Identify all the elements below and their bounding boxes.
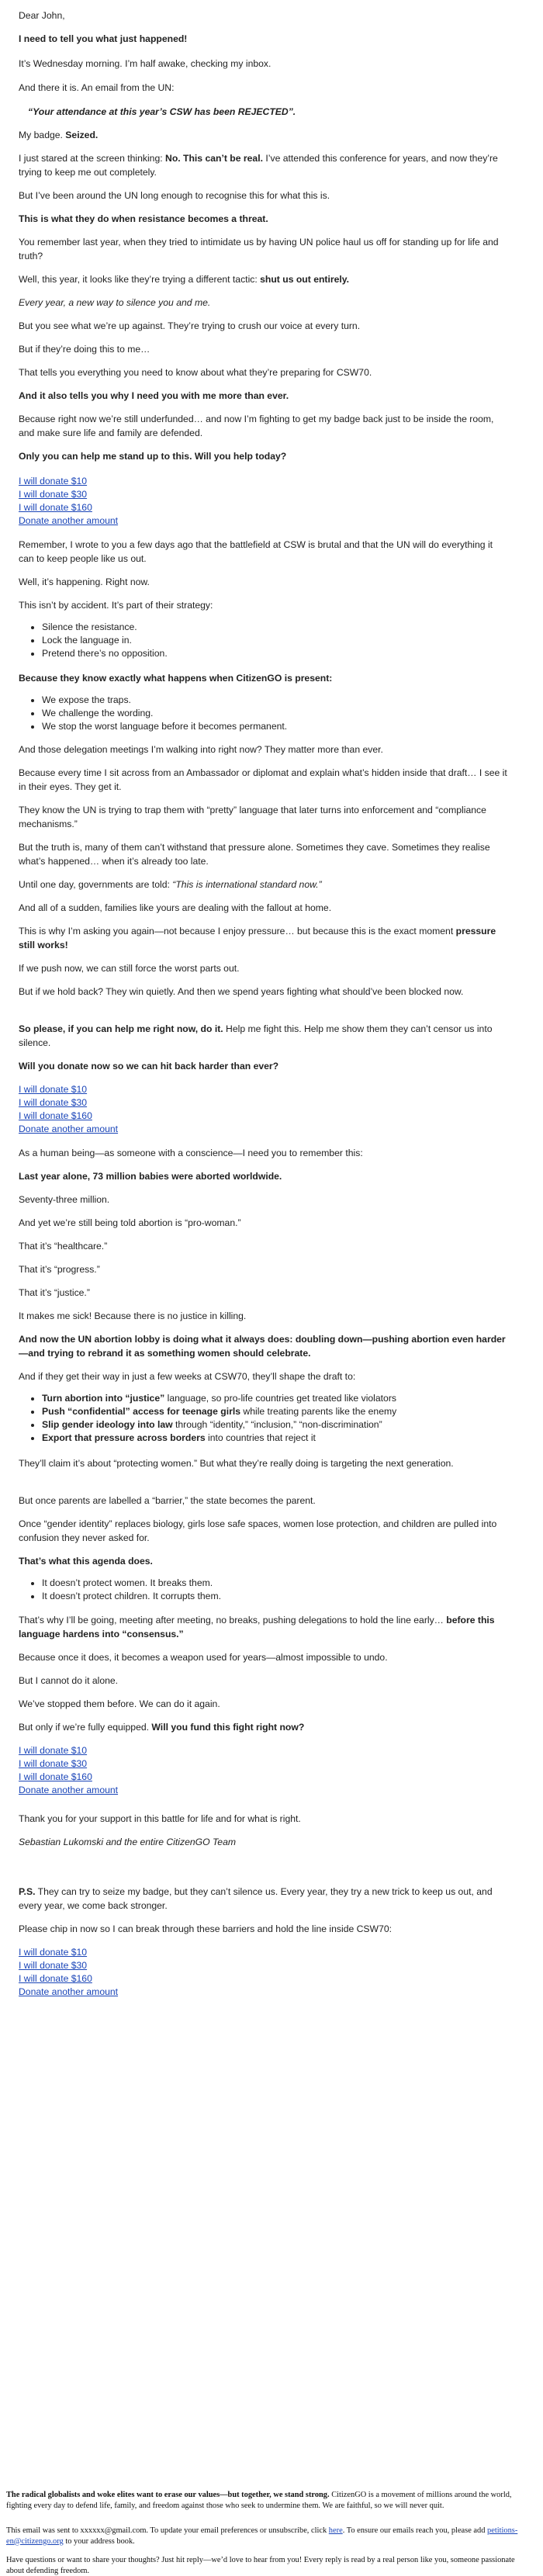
trap-paragraph: They know the UN is trying to trap them with “pretty” language that later turns into enforcement and “compliance mechanisms.” xyxy=(19,805,486,829)
families-paragraph: And all of a sudden, families like yours are dealing with the fallout at home. xyxy=(19,902,332,913)
donate-30-link[interactable]: I will donate $30 xyxy=(19,1960,88,1971)
donate-160-link[interactable]: I will donate $160 xyxy=(19,1973,92,1984)
present-list xyxy=(19,694,507,733)
donate-other-link[interactable]: Donate another amount xyxy=(19,515,119,526)
list-item: • Pretend there’s no opposition. xyxy=(42,647,507,660)
intro-heading: I need to tell you what just happened! xyxy=(19,33,188,44)
sent-to-paragraph: This email was sent to xxxxxx@gmail.com. To update your email preferences or unsubscribe, click here. To ensure our emails reach you, please add petitions-en@citizengo.org to your address book. xyxy=(6,2526,518,2546)
questions-paragraph: Have questions or want to share your thoughts? Just hit reply—we’d love to hear from you! Every reply is read by a real person like you, someone passionate about defending freedom. xyxy=(6,2556,515,2575)
donate-30-link[interactable]: I will donate $30 xyxy=(19,1758,88,1769)
remember-paragraph: You remember last year, when they tried to intimidate us by having UN police haul us off for standing up for life and truth? xyxy=(19,237,499,261)
battlefield-paragraph: Remember, I wrote to you a few days ago that the battlefield at CSW is brutal and that the UN will do everything it can to keep people like us out. xyxy=(19,539,493,564)
donate-10-link[interactable]: I will donate $10 xyxy=(19,1084,88,1095)
citizengo-heading: Because they know exactly what happens when CitizenGO is present: xyxy=(19,673,333,684)
progress-paragraph: That it’s “progress.” xyxy=(19,1264,100,1275)
shape-list xyxy=(19,1392,507,1445)
justice-paragraph: That it’s “justice.” xyxy=(19,1287,90,1298)
tells-you-paragraph: That tells you everything you need to know about what they’re preparing for CSW70. xyxy=(19,367,372,378)
ps-paragraph: P.S. They can try to seize my badge, but they can’t silence us. Every year, they try a new trick to keep us out, and every year, we come back stronger. xyxy=(19,1886,493,1911)
donate-30-link[interactable]: I will donate $30 xyxy=(19,489,88,500)
fighting-paragraph: That’s why I’ll be going, meeting after meeting, no breaks, pushing delegations to hold the line early… before this language hardens into “consensus.” xyxy=(19,1615,495,1639)
shape-paragraph: And if they get their way in just a few weeks at CSW70, they’ll shape the draft to: xyxy=(19,1371,356,1382)
strategy-list xyxy=(19,621,507,660)
list-item: • It doesn’t protect children. It corrupts them. xyxy=(42,1590,507,1603)
donate-other-link[interactable]: Donate another amount xyxy=(19,1124,119,1134)
stand-up-heading: Only you can help me stand up to this. Will you help today? xyxy=(19,451,287,462)
delegation-paragraph: And those delegation meetings I’m walking into right now? They matter more than ever. xyxy=(19,744,383,755)
list-item: • Push “confidential” access for teenage girls while treating parents like the enemy xyxy=(42,1405,507,1418)
donate-links-4 xyxy=(19,1946,507,1999)
truth-paragraph: But the truth is, many of them can’t withstand that pressure alone. Sometimes they cave. Sometimes they realise what’s happened… when it’s already too late. xyxy=(19,842,490,867)
tactic-paragraph: Well, this year, it looks like they’re trying a different tactic: shut us out entirely. xyxy=(19,274,350,285)
around-paragraph: But I’ve been around the UN long enough to recognise this for what this is. xyxy=(19,190,330,201)
list-item: • We stop the worst language before it becomes permanent. xyxy=(42,720,507,733)
please-paragraph: So please, if you can help me right now, do it. Help me fight this. Help me show them they can’t censor us into silence. xyxy=(19,1023,493,1048)
human-paragraph: As a human being—as someone with a conscience—I need you to remember this: xyxy=(19,1148,363,1158)
donate-160-link[interactable]: I will donate $160 xyxy=(19,502,92,513)
resistance-heading: This is what they do when resistance becomes a threat. xyxy=(19,213,268,224)
stared-paragraph: I just stared at the screen thinking: No. This can’t be real. I’ve attended this conference for years, and now they’re trying to keep me out completely. xyxy=(19,153,498,178)
donate-links-1 xyxy=(19,475,507,528)
signature: Sebastian Lukomski and the entire CitizenGO Team xyxy=(19,1837,237,1847)
donate-links-3 xyxy=(19,1744,507,1797)
list-item: • Export that pressure across borders into countries that reject it xyxy=(42,1432,507,1445)
weapon-paragraph: Because once it does, it becomes a weapon used for years—almost impossible to undo. xyxy=(19,1652,388,1663)
unsubscribe-link[interactable]: here xyxy=(328,2526,343,2535)
list-item: • We expose the traps. xyxy=(42,694,507,707)
donate-10-link[interactable]: I will donate $10 xyxy=(19,476,88,486)
claim-paragraph: They’ll claim it’s about “protecting women.” But what they’re really doing is targeting the next generation. xyxy=(19,1458,454,1469)
rejected-quote: “Your attendance at this year’s CSW has been REJECTED”. xyxy=(28,106,296,117)
wednesday-paragraph: It’s Wednesday morning. I’m half awake, checking my inbox. xyxy=(19,58,272,69)
barrier-paragraph: But once parents are labelled a “barrier,” the state becomes the parent. xyxy=(19,1495,316,1506)
alone-paragraph: But I cannot do it alone. xyxy=(19,1675,119,1686)
chip-in-paragraph: Please chip in now so I can break through these barriers and hold the line inside CSW70: xyxy=(19,1923,393,1934)
agenda-list xyxy=(19,1577,507,1603)
greeting: Dear John, xyxy=(19,10,65,21)
list-item: • Slip gender ideology into law through “identity,” “inclusion,” “non-discrimination” xyxy=(42,1418,507,1432)
list-item: • Silence the resistance. xyxy=(42,621,507,634)
strategy-paragraph: This isn’t by accident. It’s part of their strategy: xyxy=(19,600,213,611)
every-year-paragraph: Every year, a new way to silence you and me. xyxy=(19,297,211,308)
list-item: • Turn abortion into “justice” language, so pro-life countries get treated like violators xyxy=(42,1392,507,1405)
donate-other-link[interactable]: Donate another amount xyxy=(19,1785,119,1795)
about-paragraph: The radical globalists and woke elites want to erase our values—but together, we stand strong. CitizenGO is a movement of millions around the world, fighting every day to defend life, family, and freedom against those who seek to undermine them. We are faithful, so we will never quit. xyxy=(6,2491,512,2510)
identity-paragraph: Once “gender identity” replaces biology, girls lose safe spaces, women lose protection, and children are pulled into confusion they never asked for. xyxy=(19,1518,497,1543)
list-item: • Lock the language in. xyxy=(42,634,507,647)
donate-160-link[interactable]: I will donate $160 xyxy=(19,1771,92,1782)
donate-10-link[interactable]: I will donate $10 xyxy=(19,1745,88,1756)
badge-paragraph: My badge. Seized. xyxy=(19,130,99,140)
hit-back-heading: Will you donate now so we can hit back harder than ever? xyxy=(19,1061,279,1072)
pro-woman-paragraph: And yet we’re still being told abortion is “pro-woman.” xyxy=(19,1217,241,1228)
donate-other-link[interactable]: Donate another amount xyxy=(19,1986,119,1997)
push-paragraph: If we push now, we can still force the worst parts out. xyxy=(19,963,240,974)
stopped-paragraph: We’ve stopped them before. We can do it again. xyxy=(19,1698,220,1709)
need-you-heading: And it also tells you why I need you with me more than ever. xyxy=(19,390,289,401)
hold-back-paragraph: But if we hold back? They win quietly. And then we spend years fighting what should’ve been blocked now. xyxy=(19,986,464,997)
donate-160-link[interactable]: I will donate $160 xyxy=(19,1110,92,1121)
email-from-paragraph: And there it is. An email from the UN: xyxy=(19,82,175,93)
donate-links-2 xyxy=(19,1083,507,1136)
list-item: • We challenge the wording. xyxy=(42,707,507,720)
healthcare-paragraph: That it’s “healthcare.” xyxy=(19,1241,108,1252)
thanks-paragraph: Thank you for your support in this battle for life and for what is right. xyxy=(19,1813,301,1824)
list-item: • It doesn’t protect women. It breaks them. xyxy=(42,1577,507,1590)
fund-paragraph: But only if we’re fully equipped. Will you fund this fight right now? xyxy=(19,1722,305,1733)
ambassador-paragraph: Because every time I sit across from an Ambassador or diplomat and explain what’s hidden inside that draft… I see it in their eyes. They get it. xyxy=(19,767,507,792)
donate-10-link[interactable]: I will donate $10 xyxy=(19,1947,88,1958)
if-they-paragraph: But if they’re doing this to me… xyxy=(19,344,150,355)
underfunded-paragraph: Because right now we’re still underfunded… and now I’m fighting to get my badge back just to be inside the room, and make sure life and family are defended. xyxy=(19,414,494,438)
sick-paragraph: It makes me sick! Because there is no justice in killing. xyxy=(19,1311,247,1321)
aborted-heading: Last year alone, 73 million babies were aborted worldwide. xyxy=(19,1171,282,1182)
happening-paragraph: Well, it’s happening. Right now. xyxy=(19,576,150,587)
seventy-paragraph: Seventy-three million. xyxy=(19,1194,110,1205)
donate-30-link[interactable]: I will donate $30 xyxy=(19,1097,88,1108)
lobby-heading: And now the UN abortion lobby is doing what it always does: doubling down—pushing abortion even harder—and trying to rebrand it as something women should celebrate. xyxy=(19,1334,506,1359)
asking-paragraph: This is why I’m asking you again—not because I enjoy pressure… but because this is the exact moment pressure still works! xyxy=(19,926,496,950)
crush-paragraph: But you see what we’re up against. They’re trying to crush our voice at every turn. xyxy=(19,320,361,331)
until-paragraph: Until one day, governments are told: “This is international standard now.” xyxy=(19,879,322,890)
email-address-link[interactable]: petitions-en@citizengo.org xyxy=(6,2526,518,2546)
agenda-heading: That’s what this agenda does. xyxy=(19,1556,153,1567)
